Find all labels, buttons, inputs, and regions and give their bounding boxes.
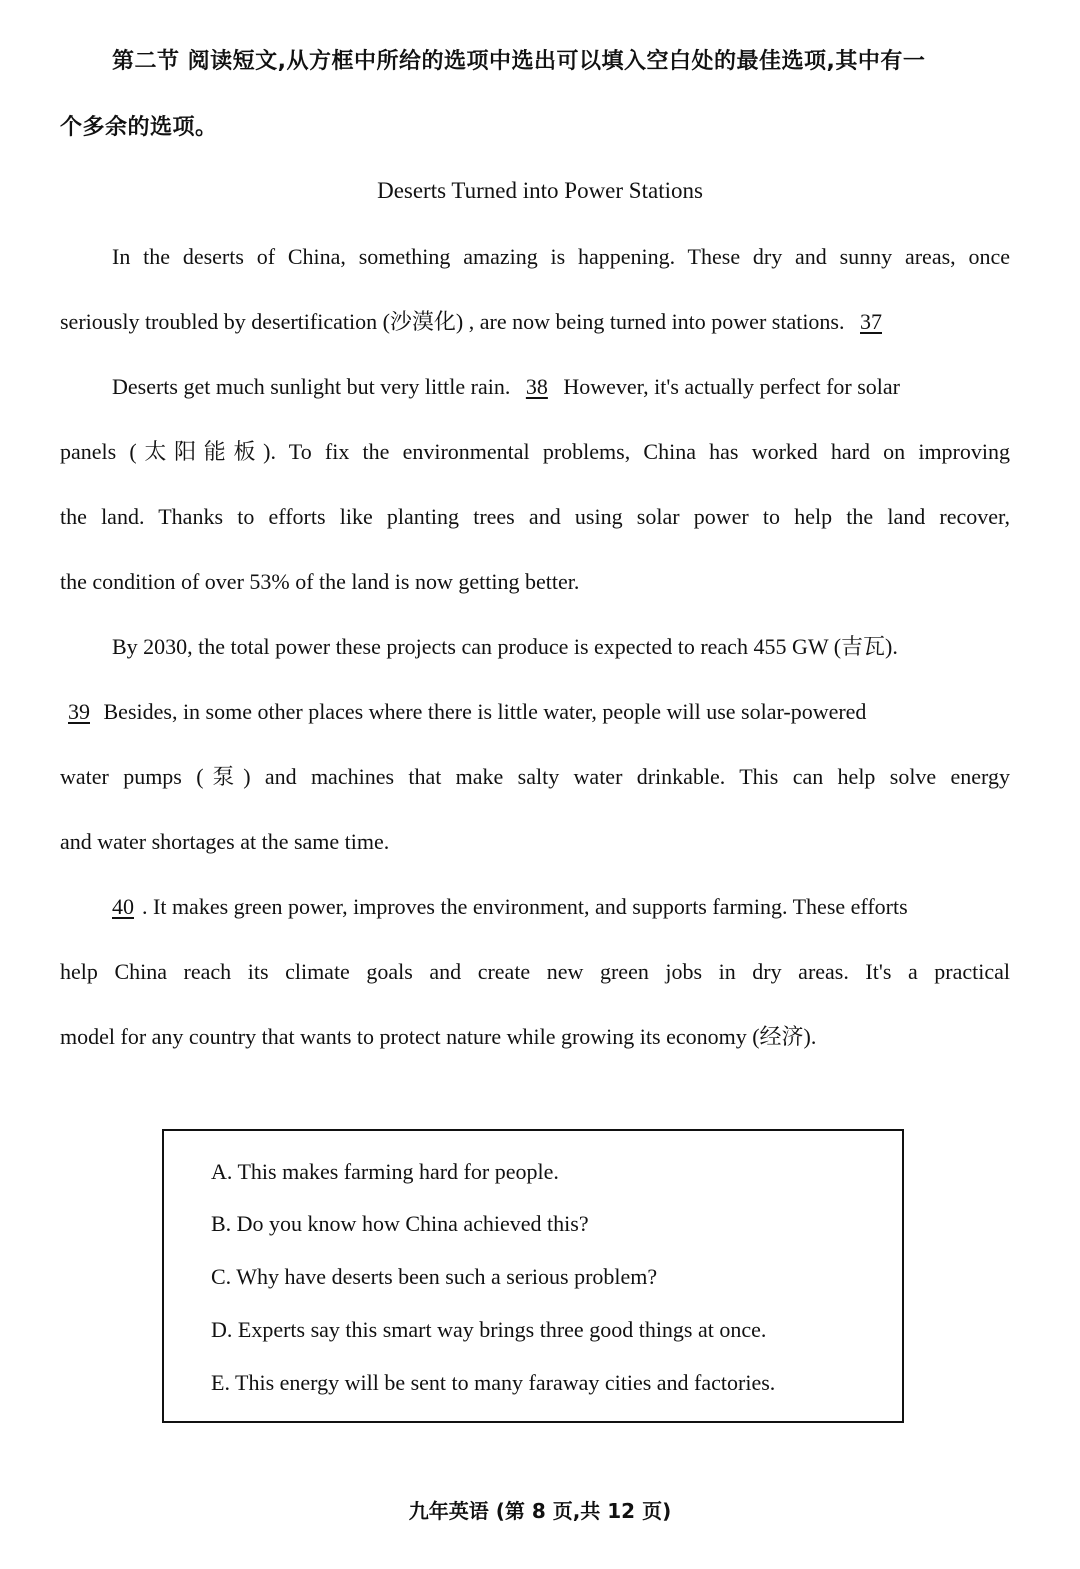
paragraph-2-line-2: panels (太阳能板). To fix the environmental problems, China has worked hard on improving xyxy=(60,439,1010,464)
option-b: B. Do you know how China achieved this? xyxy=(211,1211,589,1236)
page-footer: 九年英语 (第 8 页,共 12 页) xyxy=(408,1499,672,1523)
paragraph-2-line-4: the condition of over 53% of the land is now getting better. xyxy=(60,569,580,594)
paragraph-1-line-2 xyxy=(60,307,1010,337)
paragraph-2-line-1-text-b: However, it's actually perfect for solar xyxy=(563,374,900,399)
paragraph-1-line-1: In the deserts of China, something amazing is happening. These dry and sunny areas, once xyxy=(112,244,1010,269)
section-instructions-line-2: 个多余的选项。 xyxy=(60,115,218,140)
blank-37: 37 xyxy=(860,309,882,334)
option-e: E. This energy will be sent to many faraway cities and factories. xyxy=(211,1370,776,1395)
blank-40: 40 xyxy=(112,894,134,919)
paragraph-3-line-2 xyxy=(60,697,1010,727)
option-c: C. Why have deserts been such a serious problem? xyxy=(211,1264,658,1289)
paragraph-3-line-1: By 2030, the total power these projects can produce is expected to reach 455 GW (吉瓦). xyxy=(112,634,898,659)
paragraph-4-line-3: model for any country that wants to protect nature while growing its economy (经济). xyxy=(60,1024,817,1049)
options-box xyxy=(162,1129,904,1423)
paragraph-3-line-4: and water shortages at the same time. xyxy=(60,829,390,854)
paragraph-2-line-1 xyxy=(112,372,1010,402)
paragraph-4-line-1-text: . It makes green power, improves the environment, and supports farming. These efforts xyxy=(142,894,908,919)
paragraph-4-line-1 xyxy=(104,892,1010,922)
passage-title: Deserts Turned into Power Stations xyxy=(377,178,703,203)
paragraph-3-line-2-text: Besides, in some other places where there is little water, people will use solar-powered xyxy=(103,699,867,724)
paragraph-3-line-3: water pumps (泵) and machines that make salty water drinkable. This can help solve energy xyxy=(60,764,1010,789)
paragraph-2-line-3: the land. Thanks to efforts like planting trees and using solar power to help the land recover, xyxy=(60,504,1010,529)
paragraph-1-line-2-text: seriously troubled by desertification (沙漠化) , are now being turned into power stations. xyxy=(60,309,845,334)
blank-39: 39 xyxy=(68,699,90,724)
paragraph-4-line-2: help China reach its climate goals and create new green jobs in dry areas. It's a practical xyxy=(60,959,1010,984)
blank-38: 38 xyxy=(525,374,548,399)
option-d: D. Experts say this smart way brings three good things at once. xyxy=(211,1317,767,1342)
section-instructions-line-1: 第二节 阅读短文,从方框中所给的选项中选出可以填入空白处的最佳选项,其中有一 xyxy=(112,49,926,74)
option-a: A. This makes farming hard for people. xyxy=(211,1159,559,1184)
paragraph-2-line-1-text-a: Deserts get much sunlight but very little rain. xyxy=(112,374,511,399)
